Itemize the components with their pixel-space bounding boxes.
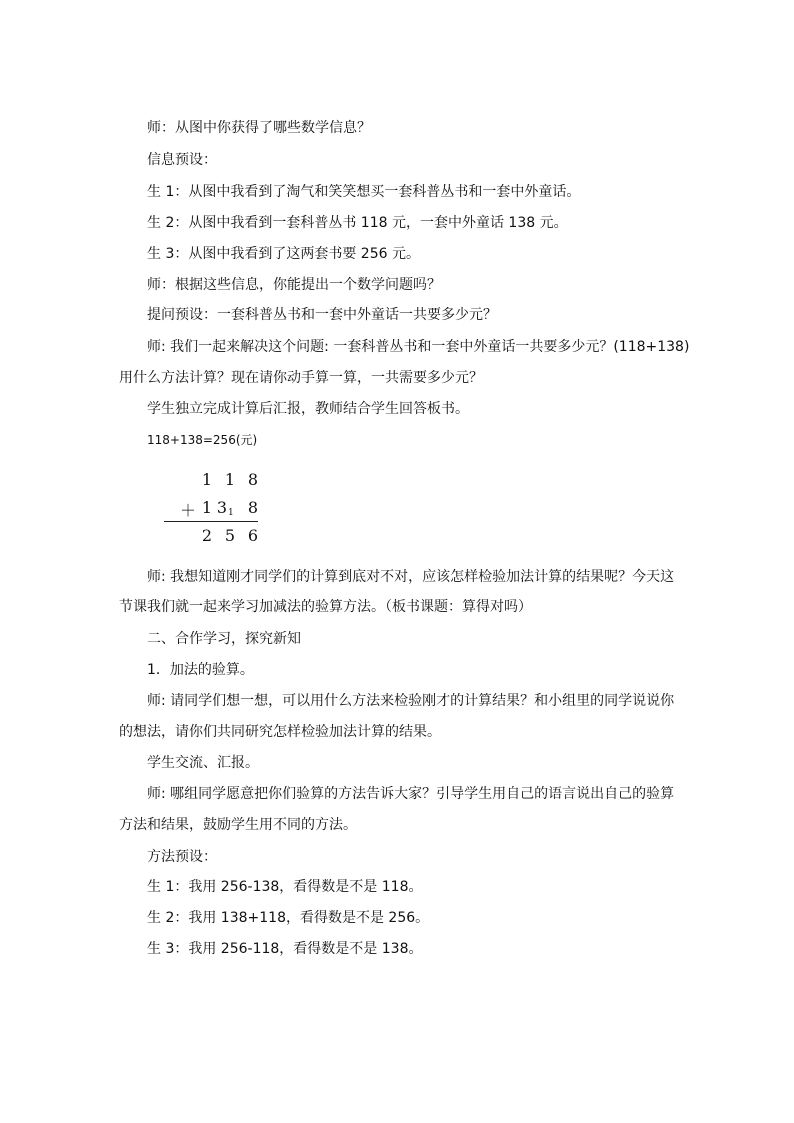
paragraph: 生 2：从图中我看到一套科普丛书 118 元，一套中外童话 138 元。: [147, 215, 568, 231]
equation: 118+138=256(元): [147, 433, 258, 447]
paragraph: 师：从图中你获得了哪些数学信息？: [147, 120, 371, 136]
paragraph: 师：根据这些信息，你能提出一个数学问题吗？: [147, 277, 441, 293]
paragraph: 生 1：我用 256-138，看得数是不是 118。: [147, 879, 423, 895]
paragraph: 生 2：我用 138+118，看得数是不是 256。: [147, 910, 430, 926]
paragraph: 师: 我们一起来解决这个问题: 一套科普丛书和一套中外童话一共要多少元？(118+138): [147, 339, 690, 355]
digit: 3: [216, 498, 228, 517]
paragraph: 学生交流、汇报。: [147, 755, 259, 771]
paragraph: 生 3：从图中我看到了这两套书要 256 元。: [147, 246, 420, 262]
paragraph: 学生独立完成计算后汇报，教师结合学生回答板书。: [147, 401, 469, 417]
section-heading: 二、合作学习，探究新知: [147, 631, 301, 647]
digit: 1: [224, 470, 236, 489]
paragraph: 提问预设：一套科普丛书和一套中外童话一共要多少元？: [147, 307, 497, 323]
subsection-heading: 1．加法的验算。: [147, 662, 254, 678]
paragraph: 方法和结果，鼓励学生用不同的方法。: [119, 817, 357, 833]
digit: 6: [247, 526, 259, 545]
digit: 8: [247, 470, 259, 489]
digit: 1: [201, 498, 213, 517]
paragraph: 方法预设：: [147, 849, 217, 865]
digit: 2: [201, 526, 213, 545]
digit: 8: [247, 498, 259, 517]
paragraph: 生 3：我用 256-118，看得数是不是 138。: [147, 941, 423, 957]
plus-sign: ＋: [180, 501, 197, 520]
sum-line: [164, 521, 258, 522]
paragraph: 生 1：从图中我看到了淘气和笑笑想买一套科普丛书和一套中外童话。: [147, 184, 581, 200]
paragraph: 师: 我想知道刚才同学们的计算到底对不对，应该怎样检验加法计算的结果呢？今天这: [147, 569, 675, 585]
digit: 5: [224, 526, 236, 545]
carry-mark: 1: [228, 508, 234, 518]
digit: 1: [201, 470, 213, 489]
paragraph: 的想法，请你们共同研究怎样检验加法计算的结果。: [119, 724, 441, 740]
vertical-calculation: [160, 470, 270, 550]
paragraph: 师: 请同学们想一想，可以用什么方法来检验刚才的计算结果？和小组里的同学说说你: [147, 693, 675, 709]
paragraph: 信息预设：: [147, 152, 217, 168]
paragraph: 节课我们就一起来学习加减法的验算方法。（板书课题：算得对吗）: [119, 599, 532, 615]
paragraph: 用什么方法计算？现在请你动手算一算，一共需要多少元？: [119, 370, 483, 386]
paragraph: 师: 哪组同学愿意把你们验算的方法告诉大家？引导学生用自己的语言说出自己的验算: [147, 786, 675, 802]
